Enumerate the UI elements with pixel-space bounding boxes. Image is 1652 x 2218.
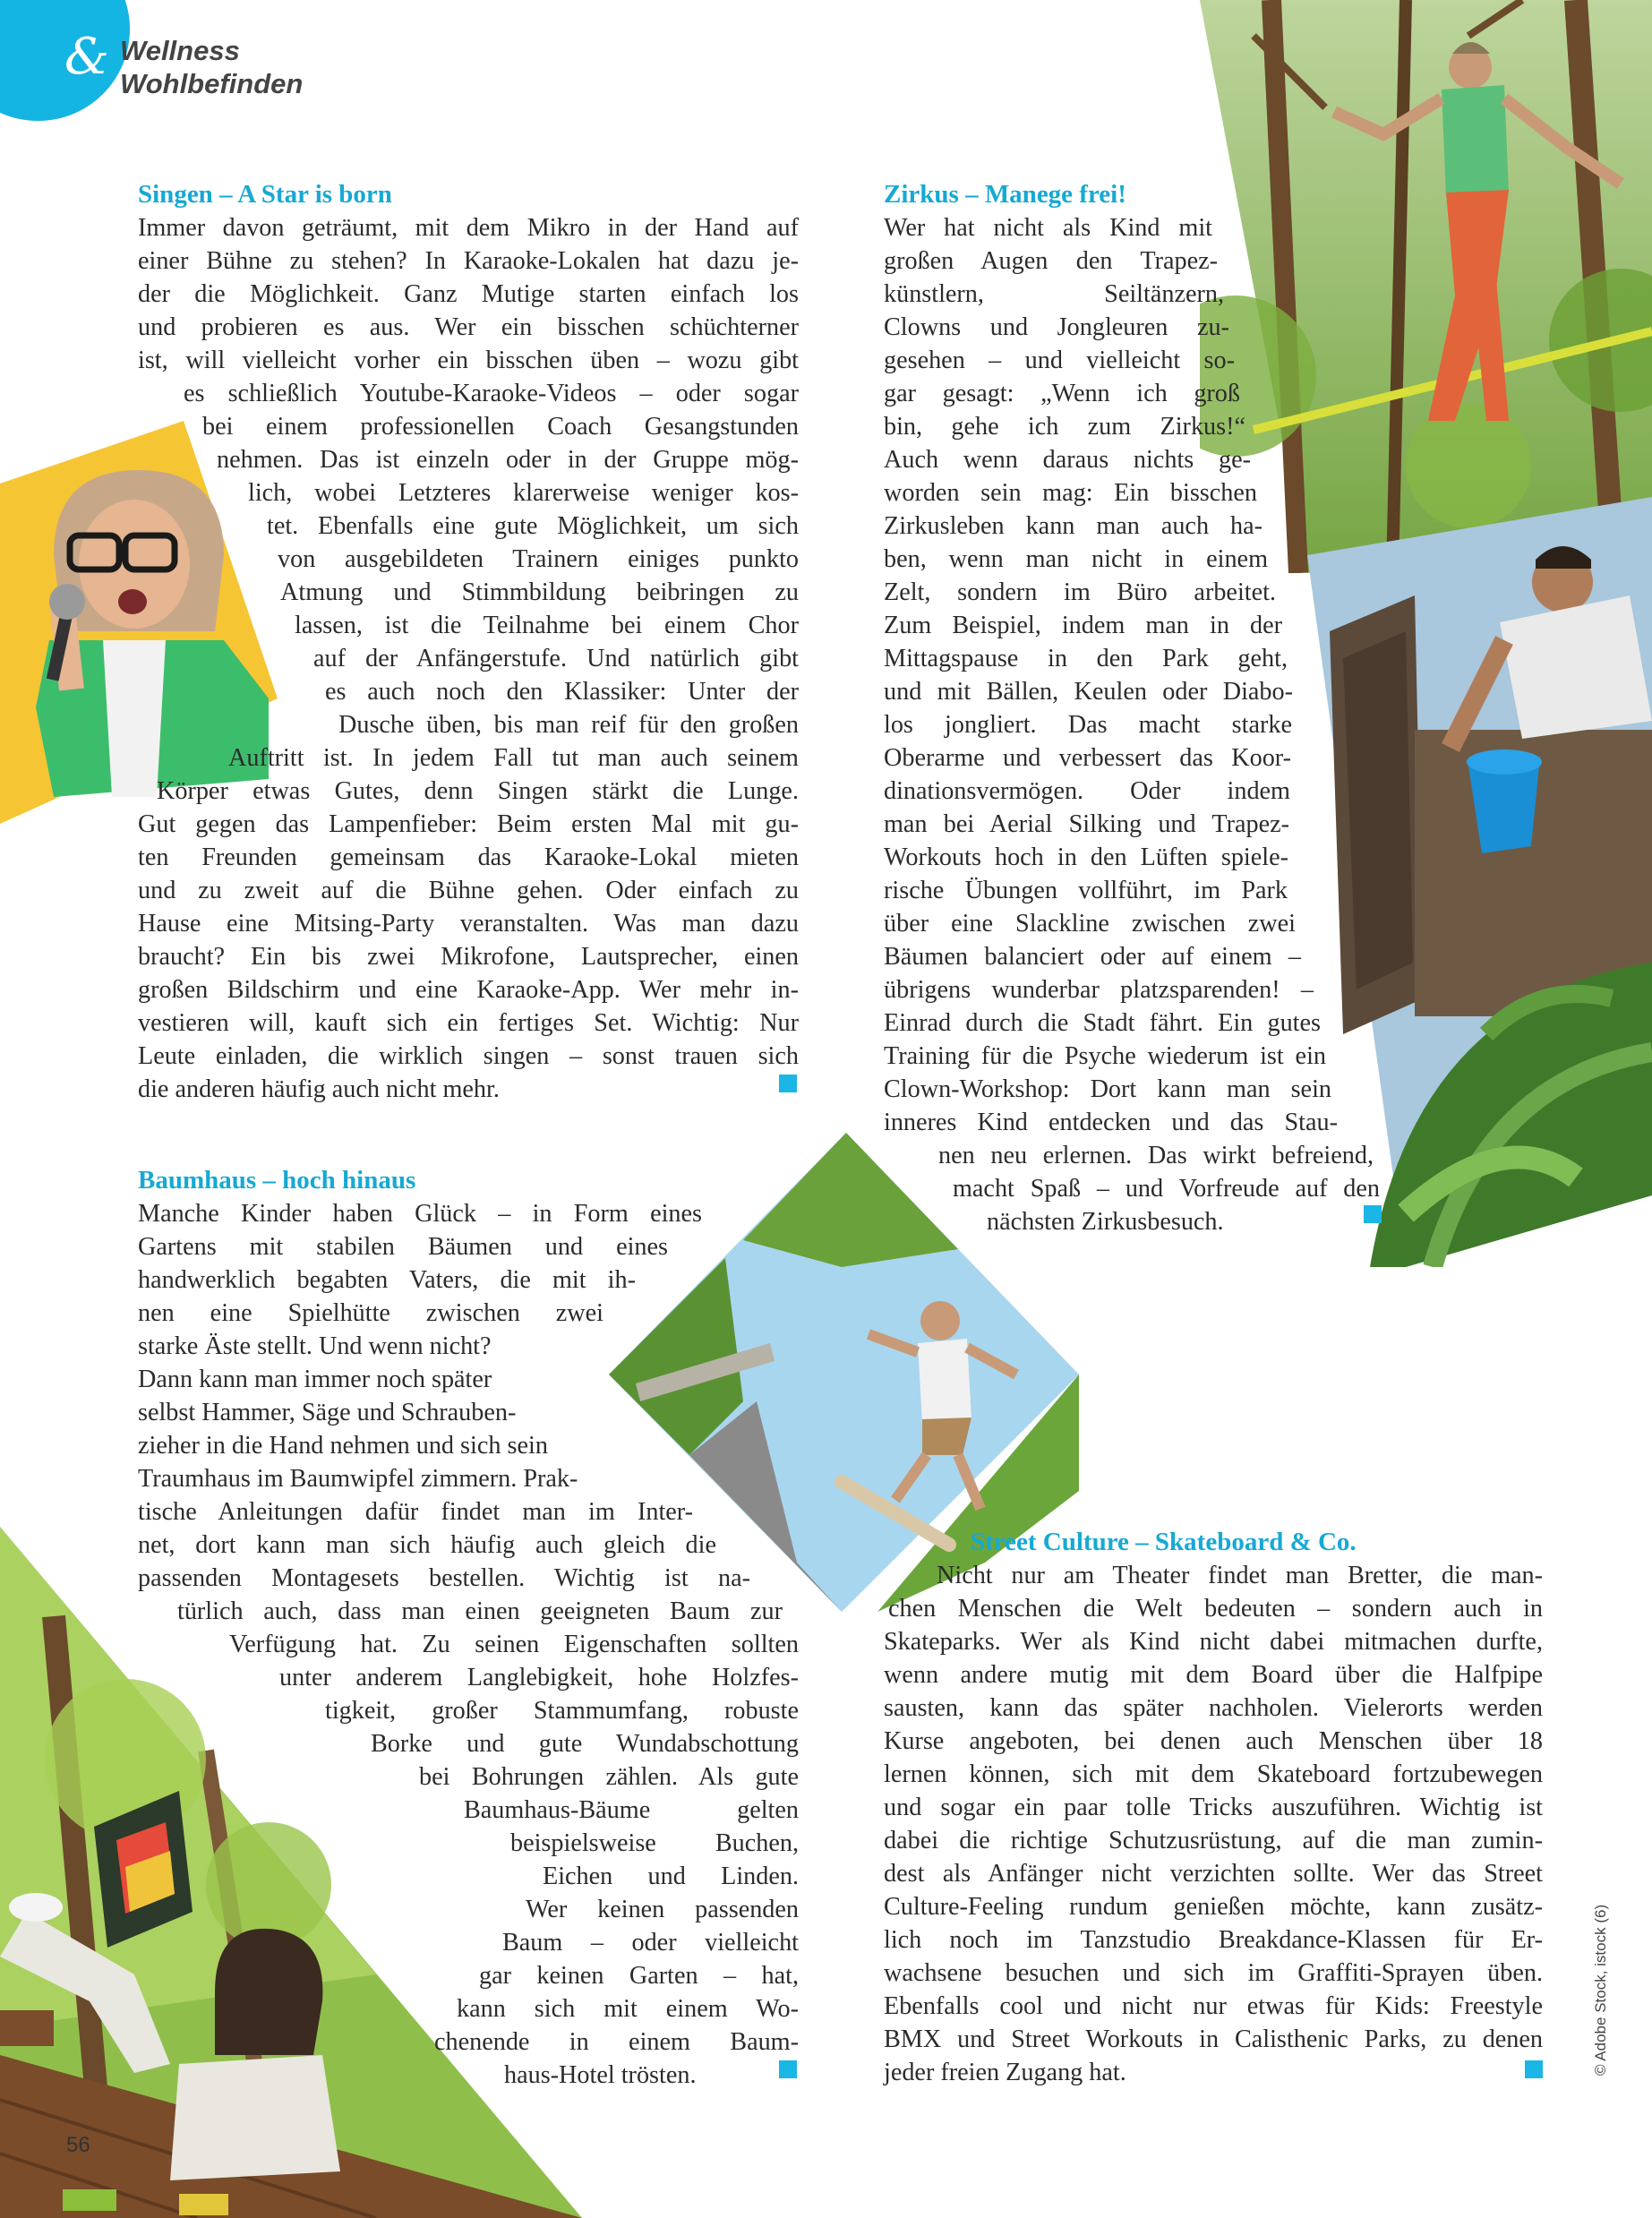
street-line: BMX und Street Workouts in Calisthenic Parks, zu denen	[884, 2025, 1543, 2053]
photo-caption-treehouse-reader	[0, 0, 1, 1]
singen-line: und zu zweit auf die Bühne gehen. Oder einfach zu	[138, 877, 799, 904]
baumhaus-line: tigkeit, großer Stammumfang, robuste	[325, 1697, 799, 1725]
baumhaus-line: Traumhaus im Baumwipfel zimmern. Prak-	[138, 1465, 578, 1493]
singen-line: es schließlich Youtube-Karaoke-Videos – oder sogar	[184, 380, 799, 407]
zirkus-line: Zum Beispiel, indem man in der	[884, 612, 1282, 639]
baumhaus-line: Baumhaus-Bäume gelten	[464, 1796, 799, 1824]
baumhaus-line: Eichen und Linden.	[543, 1863, 799, 1890]
singen-line: von ausgebildeten Trainern einiges punkto	[278, 545, 799, 573]
zirkus-line: übrigens wunderbar platzsparenden! –	[884, 976, 1314, 1004]
singen-line: die anderen häufig auch nicht mehr.	[138, 1075, 500, 1103]
singen-line: Hause eine Mitsing-Party veranstalten. Was man dazu	[138, 910, 799, 938]
photo-credit: © Adobe Stock, istock (6)	[1592, 1904, 1609, 2076]
end-mark-square	[1364, 1205, 1382, 1223]
baumhaus-line: selbst Hammer, Säge und Schrauben-	[138, 1399, 517, 1426]
zirkus-line: Auch wenn daraus nichts ge-	[884, 446, 1251, 474]
zirkus-line: über eine Slackline zwischen zwei	[884, 910, 1296, 938]
singen-line: bei einem professionellen Coach Gesangstunden	[202, 413, 799, 441]
zirkus-line: ben, wenn man nicht in einem	[884, 545, 1268, 573]
street-heading: Street Culture – Skateboard & Co.	[971, 1528, 1357, 1556]
baumhaus-line: haus-Hotel trösten.	[504, 2061, 697, 2089]
baumhaus-line: chenende in einem Baum-	[434, 2028, 799, 2056]
singen-line: braucht? Ein bis zwei Mikrofone, Lautsprecher, einen	[138, 943, 799, 971]
slackline-photo	[1200, 0, 1652, 573]
zirkus-line: Zelt, sondern im Büro arbeitet.	[884, 578, 1276, 606]
zirkus-line: künstlern, Seiltänzern,	[884, 280, 1224, 308]
baumhaus-line: Manche Kinder haben Glück – in Form eines	[138, 1200, 702, 1228]
baumhaus-line: Baum – oder vielleicht	[502, 1929, 799, 1957]
end-mark-square	[779, 1075, 797, 1092]
page-number: 56	[66, 2133, 90, 2157]
zirkus-line: Einrad durch die Stadt fährt. Ein gutes	[884, 1009, 1321, 1037]
street-line: und sogar ein paar tolle Tricks auszuführen. Wichtig ist	[884, 1794, 1543, 1821]
zirkus-line: man bei Aerial Silking und Trapez-	[884, 810, 1289, 838]
singen-line: und probieren es aus. Wer ein bisschen schüchterner	[138, 313, 799, 341]
baumhaus-line: net, dort kann man sich häufig auch gleich die	[138, 1531, 716, 1559]
singen-line: Dusche üben, bis man reif für den großen	[338, 711, 799, 739]
singen-line: auf der Anfängerstufe. Und natürlich gibt	[313, 645, 799, 672]
baumhaus-line: bei Bohrungen zählen. Als gute	[419, 1763, 799, 1791]
singen-line: großen Bildschirm und eine Karaoke-App. Wer mehr in-	[138, 976, 799, 1004]
street-line: Kurse angeboten, bei denen auch Menschen über 18	[884, 1727, 1543, 1755]
singen-line: tet. Ebenfalls eine gute Möglichkeit, um sich	[267, 512, 799, 540]
street-line: Nicht nur am Theater findet man Bretter, die man-	[937, 1562, 1543, 1589]
header-line-1: Wellness	[120, 35, 240, 66]
baumhaus-line: beispielsweise Buchen,	[510, 1829, 799, 1857]
zirkus-line: inneres Kind entdecken und das Stau-	[884, 1109, 1338, 1136]
street-line: wenn andere mutig mit dem Board über die Halfpipe	[884, 1661, 1543, 1689]
zirkus-line: macht Spaß – und Vorfreude auf den	[953, 1175, 1380, 1203]
zirkus-line: nächsten Zirkusbesuch.	[987, 1208, 1224, 1236]
singen-line: lassen, ist die Teilnahme bei einem Chor	[295, 612, 799, 639]
street-line: dabei die richtige Schutzusrüstung, auf die man zumin-	[884, 1827, 1543, 1854]
street-line: lich noch im Tanzstudio Breakdance-Klassen für Er-	[884, 1926, 1543, 1954]
baumhaus-line: türlich auch, dass man einen geeigneten Baum zur	[177, 1597, 783, 1625]
zirkus-line: gar gesagt: „Wenn ich groß	[884, 380, 1240, 407]
zirkus-line: Mittagspause in den Park geht,	[884, 645, 1288, 672]
baumhaus-line: Verfügung hat. Zu seinen Eigenschaften sollten	[229, 1631, 799, 1658]
baumhaus-line: tische Anleitungen dafür findet man im Inter-	[138, 1498, 693, 1526]
singen-line: Leute einladen, die wirklich singen – sonst trauen sich	[138, 1042, 799, 1070]
end-mark-square	[779, 2060, 797, 2078]
street-line: sausten, kann das später nachholen. Vielerorts werden	[884, 1694, 1543, 1722]
zirkus-line: Zirkusleben kann man auch ha-	[884, 512, 1263, 540]
baumhaus-line: starke Äste stellt. Und wenn nicht?	[138, 1332, 492, 1360]
zirkus-line: und mit Bällen, Keulen oder Diabo-	[884, 678, 1293, 706]
zirkus-heading: Zirkus – Manege frei!	[884, 180, 1126, 209]
street-line: chen Menschen die Welt bedeuten – sondern auch in	[888, 1595, 1543, 1623]
singen-line: es auch noch den Klassiker: Unter der	[325, 678, 799, 706]
zirkus-line: worden sein mag: Ein bisschen	[884, 479, 1257, 507]
baumhaus-line: nen eine Spielhütte zwischen zwei	[138, 1299, 603, 1327]
zirkus-line: großen Augen den Trapez-	[884, 247, 1218, 275]
singen-line: nehmen. Das ist einzeln oder in der Gruppe mög-	[217, 446, 799, 474]
street-line: dest als Anfänger nicht verzichten sollte. Wer das Street	[884, 1860, 1543, 1888]
street-line: wachsene besuchen und sich im Graffiti-Sprayen üben.	[884, 1959, 1543, 1987]
baumhaus-line: Gartens mit stabilen Bäumen und eines	[138, 1233, 668, 1261]
zirkus-line: Workouts hoch in den Lüften spiele-	[884, 844, 1288, 871]
singen-line: lich, wobei Letzteres klarerweise weniger kos-	[248, 479, 799, 507]
singen-line: Immer davon geträumt, mit dem Mikro in der Hand auf	[138, 214, 799, 242]
baumhaus-line: handwerklich begabten Vaters, die mit ih-	[138, 1266, 636, 1294]
zirkus-line: Bäumen balanciert oder auf einem –	[884, 943, 1301, 971]
singen-line: vestieren will, kauft sich ein fertiges Set. Wichtig: Nur	[138, 1009, 799, 1037]
singen-line: der die Möglichkeit. Ganz Mutige starten einfach los	[138, 280, 799, 308]
baumhaus-line: gar keinen Garten – hat,	[479, 1962, 799, 1990]
singen-line: Gut gegen das Lampenfieber: Beim ersten Mal mit gu-	[138, 810, 799, 838]
end-mark-square	[1525, 2060, 1543, 2078]
street-line: Culture-Feeling rundum genießen möchte, kann zusätz-	[884, 1893, 1543, 1921]
zirkus-line: Wer hat nicht als Kind mit	[884, 214, 1212, 242]
zirkus-line: dinationsvermögen. Oder indem	[884, 777, 1290, 805]
baumhaus-heading: Baumhaus – hoch hinaus	[138, 1166, 416, 1195]
singen-line: einer Bühne zu stehen? In Karaoke-Lokalen hat dazu je-	[138, 247, 799, 275]
street-line: jeder freien Zugang hat.	[884, 2059, 1126, 2086]
header-line-2: Wohlbefinden	[120, 68, 304, 99]
zirkus-line: los jongliert. Das macht starke	[884, 711, 1292, 739]
baumhaus-line: Wer keinen passenden	[526, 1896, 799, 1923]
street-line: Skateparks. Wer als Kind nicht dabei mitmachen durfte,	[884, 1628, 1543, 1656]
singen-heading: Singen – A Star is born	[138, 180, 392, 209]
zirkus-line: Clown-Workshop: Dort kann man sein	[884, 1075, 1331, 1103]
zirkus-line: Oberarme und verbessert das Koor-	[884, 744, 1291, 772]
baumhaus-line: zieher in die Hand nehmen und sich sein	[138, 1432, 548, 1460]
zirkus-line: Clowns und Jongleuren zu-	[884, 313, 1229, 341]
baumhaus-line: unter anderem Langlebigkeit, hohe Holzfes-	[279, 1664, 799, 1691]
zirkus-line: gesehen – und vielleicht so-	[884, 347, 1235, 374]
singen-line: ten Freunden gemeinsam das Karaoke-Lokal mieten	[138, 844, 799, 871]
zirkus-line: nen neu erlernen. Das wirkt befreiend,	[938, 1142, 1374, 1169]
baumhaus-line: Dann kann man immer noch später	[138, 1366, 492, 1393]
baumhaus-line: Borke und gute Wundabschottung	[371, 1730, 799, 1758]
baumhaus-line: kann sich mit einem Wo-	[457, 1995, 799, 2023]
zirkus-line: Training für die Psyche wiederum ist ein	[884, 1042, 1326, 1070]
zirkus-line: bin, gehe ich zum Zirkus!“	[884, 413, 1245, 441]
singen-line: Auftritt ist. In jedem Fall tut man auch seinem	[228, 744, 799, 772]
street-line: lernen können, sich mit dem Skateboard fortzubewegen	[884, 1760, 1543, 1788]
baumhaus-line: passenden Montagesets bestellen. Wichtig ist na-	[138, 1564, 750, 1592]
header-ampersand: &	[64, 28, 109, 86]
singen-line: Atmung und Stimmbildung beibringen zu	[280, 578, 799, 606]
singen-line: ist, will vielleicht vorher ein bisschen üben – wozu gibt	[138, 347, 799, 374]
singen-line: Körper etwas Gutes, denn Singen stärkt die Lunge.	[157, 777, 799, 805]
zirkus-line: rische Übungen vollführt, im Park	[884, 877, 1288, 904]
street-line: Ebenfalls cool und nicht nur etwas für Kids: Freestyle	[884, 1992, 1543, 2020]
